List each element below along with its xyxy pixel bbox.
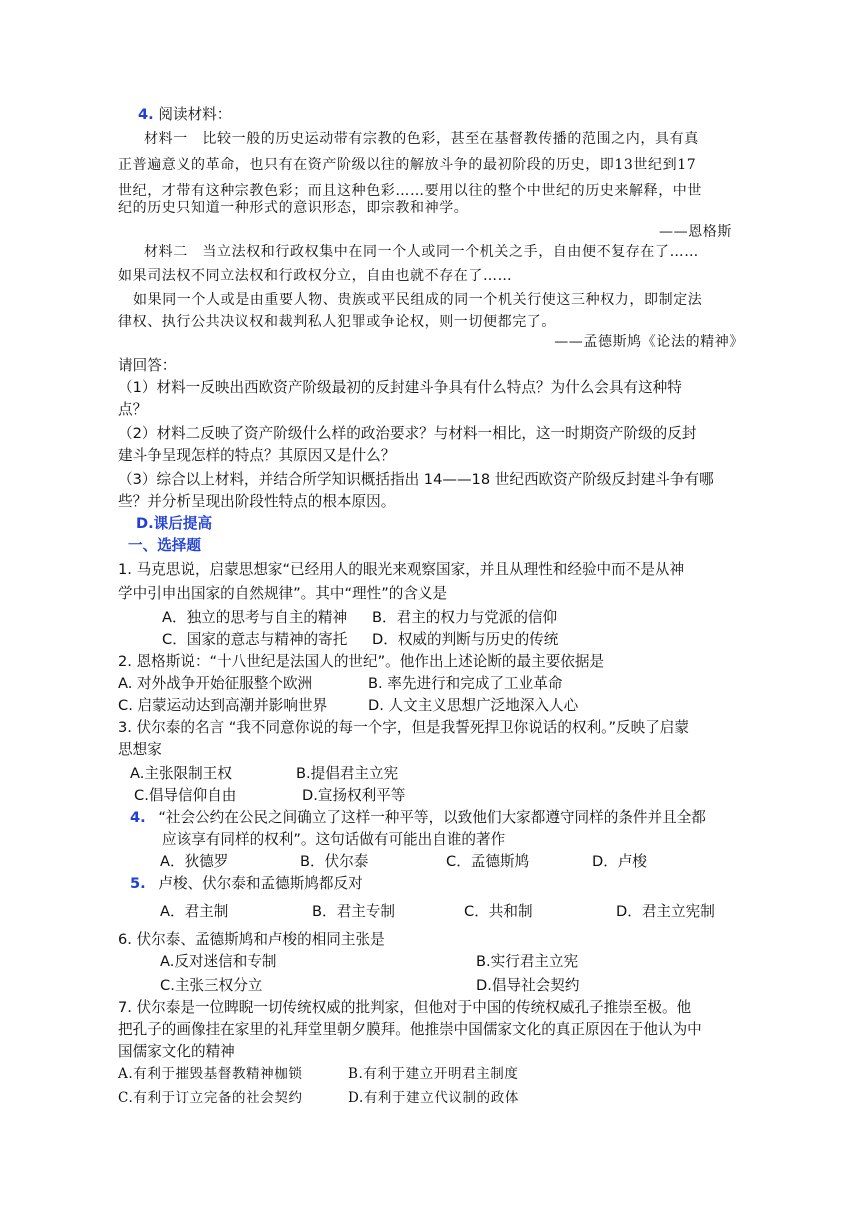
option-a: A.反对迷信和专制 <box>160 953 277 970</box>
option-a: A．狄德罗 <box>160 853 229 870</box>
option-a: A.有利于摧毁基督教精神枷锁 <box>118 1066 303 1082</box>
material-1-line: 世纪，才带有这种宗教色彩；而且这种色彩……要用以往的整个中世纪的历史来解释，中世 <box>118 183 702 199</box>
question-number: 4. <box>130 809 146 826</box>
question-stem-text: 卢梭、伏尔泰和孟德斯鸠都反对 <box>158 875 363 892</box>
question-stem: 应该享有同样的权利”。这句话做有可能出自谁的著作 <box>162 831 506 848</box>
option-a: A. 对外战争开始征服整个欧洲 <box>118 675 313 692</box>
option-c: C.倡导信仰自由 <box>134 787 237 804</box>
sub-question-1: （1）材料一反映出西欧资产阶级最初的反封建斗争具有什么特点？为什么会具有这种特 <box>118 379 682 396</box>
option-d: D．卢梭 <box>592 853 648 870</box>
option-d: D．君主立宪制 <box>616 903 715 920</box>
option-d: D. 人文主义思想广泛地深入人心 <box>368 697 579 714</box>
option-c: C．国家的意志与精神的寄托 <box>162 631 348 648</box>
option-b: B．伏尔泰 <box>300 853 369 870</box>
option-c: C．孟德斯鸠 <box>446 853 530 870</box>
option-d: D.有利于建立代议制的政体 <box>348 1090 519 1106</box>
sub-question-3: 些？并分析呈现出阶段性特点的根本原因。 <box>118 493 396 510</box>
option-c: C.主张三权分立 <box>160 977 263 994</box>
option-b: B. 率先进行和完成了工业革命 <box>368 675 563 692</box>
question-stem <box>130 874 363 894</box>
question-stem: 思想家 <box>118 741 162 758</box>
material-2-line: 材料二 当立法权和行政权集中在同一个人或同一个机关之手，自由便不复存在了…… <box>144 244 699 260</box>
sub-question-2: 建斗争呈现怎样的特点？其原因又是什么？ <box>118 447 396 464</box>
material-1-line: 正普遍意义的革命，也只有在资产阶级以往的解放斗争的最初阶段的历史，即13世纪到17 <box>118 157 697 173</box>
question-stem: 学中引申出国家的自然规律”。其中“理性”的含义是 <box>118 585 448 602</box>
question-stem: 7. 伏尔泰是一位睥睨一切传统权威的批判家，但他对于中国的传统权威孔子推崇至极。他 <box>118 999 692 1016</box>
option-c: C．共和制 <box>464 903 533 920</box>
question-number: 5. <box>130 875 146 892</box>
option-a: A.主张限制王权 <box>130 765 232 782</box>
option-c: C. 启蒙运动达到高潮并影响世界 <box>118 697 328 714</box>
material-1-line: 纪的历史只知道一种形式的意识形态，即宗教和神学。 <box>118 200 469 216</box>
section-heading: D.课后提高 <box>136 515 213 532</box>
option-d: D.宣扬权利平等 <box>302 787 406 804</box>
question-stem: 6. 伏尔泰、孟德斯鸠和卢梭的相同主张是 <box>118 931 385 948</box>
question-stem: 1. 马克思说，启蒙思想家“已经用人的眼光来观察国家，并且从理性和经验中而不是从神 <box>118 561 685 578</box>
option-d: D.倡导社会契约 <box>476 977 580 994</box>
option-a: A．君主制 <box>160 903 229 920</box>
material-1-line: 材料一 比较一般的历史运动带有宗教的色彩，甚至在基督教传播的范围之内，具有真 <box>144 131 699 147</box>
question-stem: 2. 恩格斯说：“十八世纪是法国人的世纪”。他作出上述论断的最主要依据是 <box>118 653 605 670</box>
option-b: B.实行君主立宪 <box>476 953 579 970</box>
question-stem: 3. 伏尔泰的名言 “我不同意你说的每一个字，但是我誓死捍卫你说话的权利。”反映了启蒙 <box>118 719 689 736</box>
answer-prompt: 请回答： <box>118 357 177 374</box>
question-intro: 阅读材料： <box>158 106 232 123</box>
question-stem <box>130 808 706 828</box>
material-2-line: 如果司法权不同立法权和行政权分立，自由也就不存在了…… <box>118 268 513 284</box>
question-stem-text: “社会公约在公民之间确立了这样一种平等，以致他们大家都遵守同样的条件并且全都 <box>158 809 706 826</box>
sub-question-3: （3）综合以上材料，并结合所学知识概括指出 14——18 世纪西欧资产阶级反封建斗争有哪 <box>118 471 714 488</box>
material-2-source: ——孟德斯鸠《论法的精神》 <box>554 334 744 350</box>
section-subheading: 一、选择题 <box>128 537 201 554</box>
option-a: A．独立的思考与自主的精神 <box>162 609 348 626</box>
question-stem: 国儒家文化的精神 <box>118 1043 235 1060</box>
sub-question-1: 点？ <box>118 401 148 418</box>
material-2-line: 律权、执行公共决议权和裁判私人犯罪或争论权，则一切便都完了。 <box>118 314 556 330</box>
material-2-line: 如果同一个人或是由重要人物、贵族或平民组成的同一个机关行使这三种权力，即制定法 <box>133 292 703 308</box>
question-stem: 把孔子的画像挂在家里的礼拜堂里朝夕膜拜。他推崇中国儒家文化的真正原因在于他认为中 <box>118 1021 702 1038</box>
question-number: 4. <box>138 106 154 123</box>
question-4-header <box>138 105 231 125</box>
material-1-source: ——恩格斯 <box>659 224 732 240</box>
option-b: B．君主的权力与党派的信仰 <box>372 609 558 626</box>
option-d: D．权威的判断与历史的传统 <box>372 631 559 648</box>
option-b: B.有利于建立开明君主制度 <box>348 1066 519 1082</box>
sub-question-2: （2）材料二反映了资产阶级什么样的政治要求？与材料一相比，这一时期资产阶级的反封 <box>118 425 697 442</box>
option-c: C.有利于订立完备的社会契约 <box>118 1090 303 1106</box>
option-b: B.提倡君主立宪 <box>296 765 399 782</box>
option-b: B．君主专制 <box>312 903 395 920</box>
